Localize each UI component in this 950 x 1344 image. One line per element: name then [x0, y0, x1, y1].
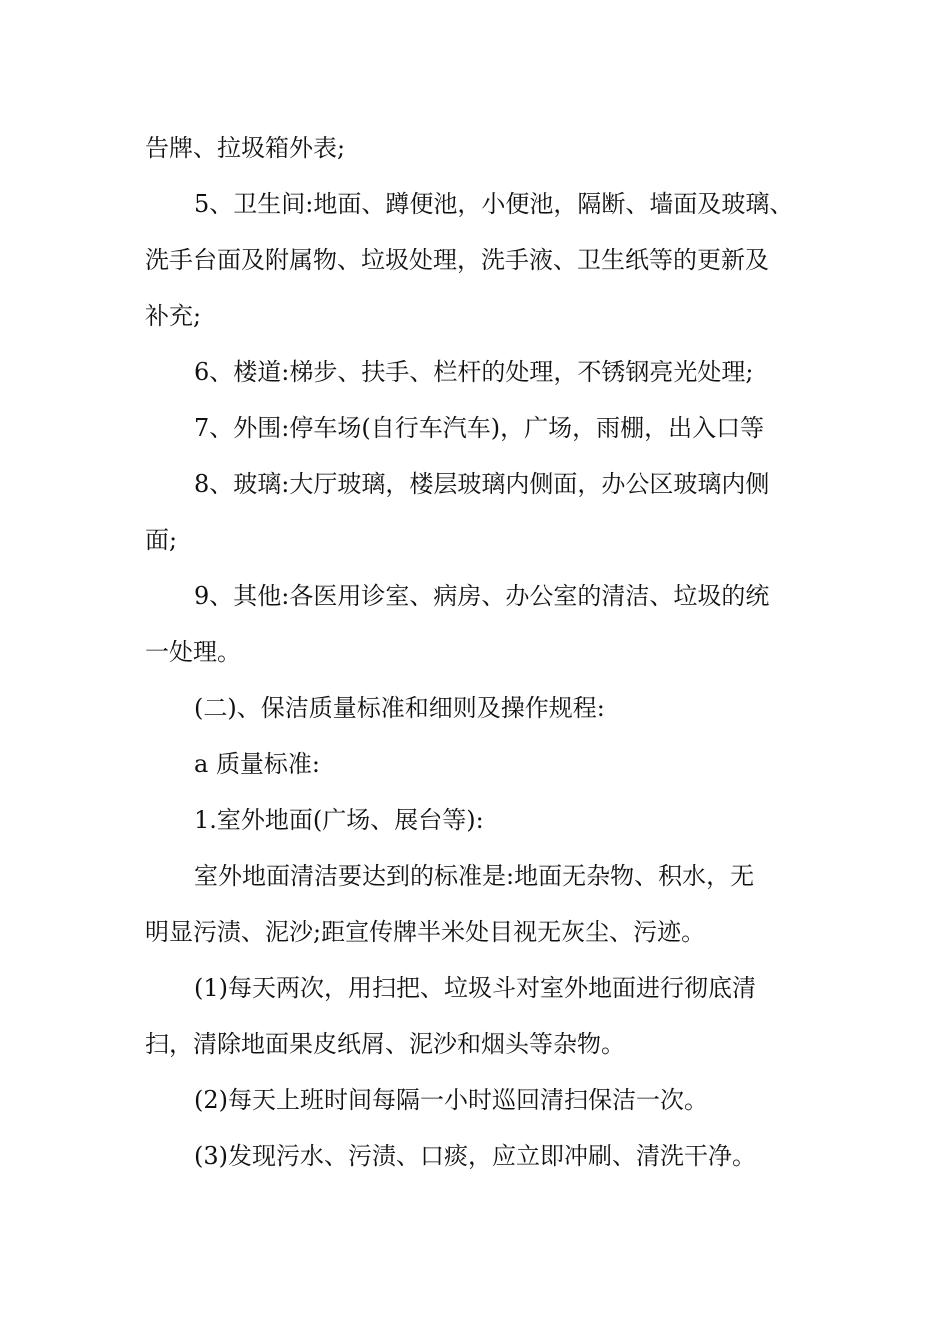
- text-line: 5、卫生间:地面、蹲便池，小便池，隔断、墙面及玻璃、: [194, 190, 794, 218]
- text-line: 面;: [145, 526, 178, 554]
- text-line: 室外地面清洁要达到的标准是:地面无杂物、积水，无: [194, 862, 755, 890]
- text-line: 明显污渍、泥沙;距宣传牌半米处目视无灰尘、污迹。: [145, 918, 706, 946]
- text-line: 扫，清除地面果皮纸屑、泥沙和烟头等杂物。: [145, 1030, 625, 1058]
- text-line: 一处理。: [145, 638, 241, 666]
- item-heading: 1.室外地面(广场、展台等):: [194, 806, 484, 834]
- text-line: 9、其他:各医用诊室、病房、办公室的清洁、垃圾的统: [194, 582, 770, 610]
- text-line: 8、玻璃:大厅玻璃，楼层玻璃内侧面，办公区玻璃内侧: [194, 470, 770, 498]
- text-line: 洗手台面及附属物、垃圾处理，洗手液、卫生纸等的更新及: [145, 246, 769, 274]
- document-body: [145, 120, 810, 1184]
- section-heading: (二)、保洁质量标准和细则及操作规程:: [194, 694, 605, 722]
- subsection-heading: a 质量标准:: [194, 750, 321, 778]
- text-line: (1)每天两次，用扫把、垃圾斗对室外地面进行彻底清: [194, 974, 756, 1002]
- text-line: 7、外围:停车场(自行车汽车)，广场，雨棚，出入口等: [194, 414, 765, 442]
- text-line: (3)发现污水、污渍、口痰，应立即冲刷、清洗干净。: [194, 1142, 756, 1170]
- text-line: 6、楼道:梯步、扶手、栏杆的处理，不锈钢亮光处理;: [194, 358, 754, 386]
- text-line: 补充;: [145, 302, 202, 330]
- text-line: (2)每天上班时间每隔一小时巡回清扫保洁一次。: [194, 1086, 708, 1114]
- text-line: 告牌、拉圾箱外表;: [145, 134, 346, 162]
